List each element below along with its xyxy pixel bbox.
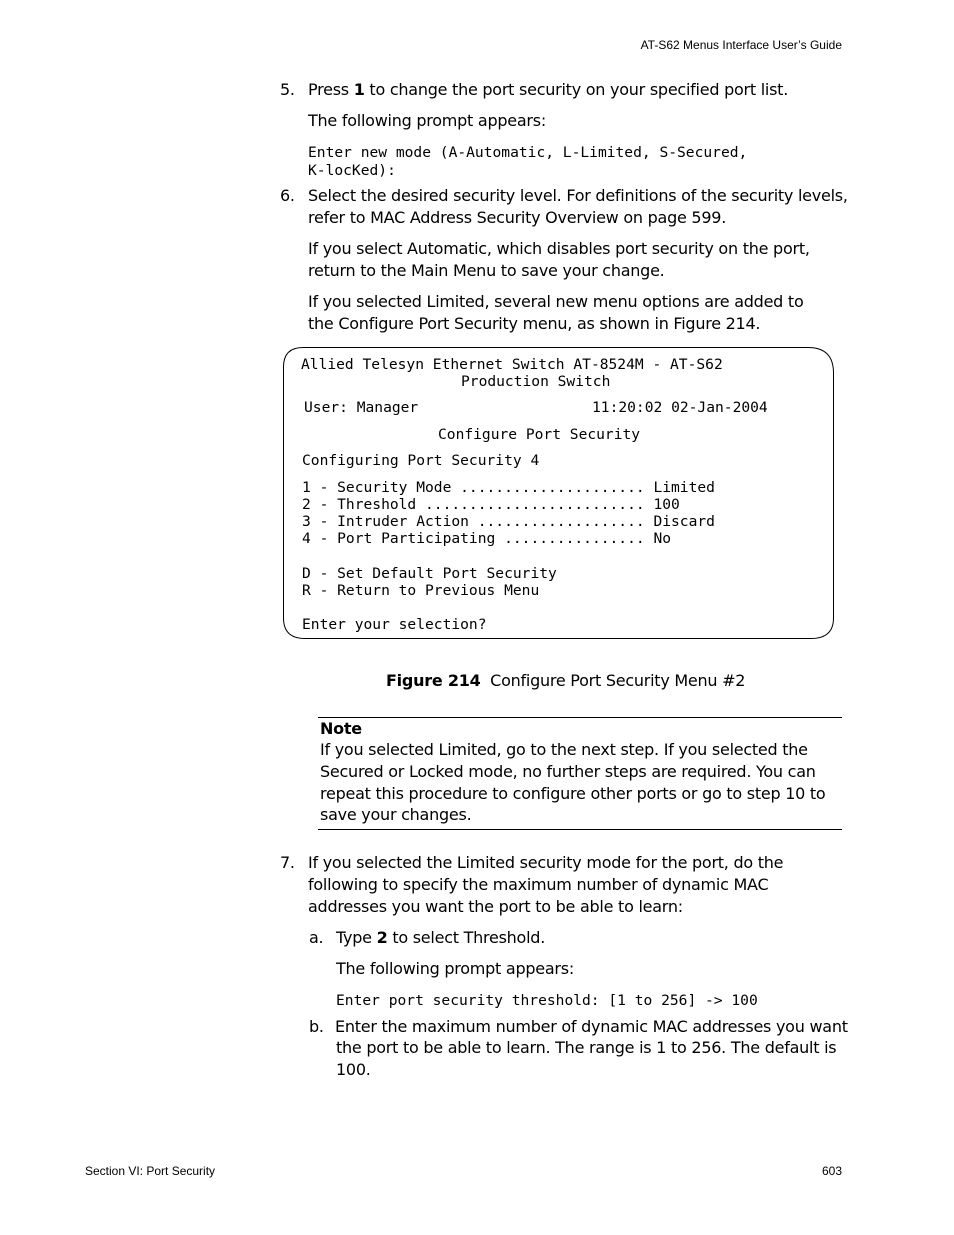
note-bottom-rule: [318, 829, 842, 830]
note-line-4: save your changes.: [320, 805, 472, 824]
step-7-line-3: addresses you want the port to be able to learn:: [308, 897, 683, 916]
step-7a-prompt-intro: The following prompt appears:: [336, 959, 574, 978]
step-6-line-2: refer to MAC Address Security Overview on page 599.: [308, 208, 727, 227]
step-5-code-line-2: K-locKed):: [308, 162, 396, 179]
figure-caption-text: Configure Port Security Menu #2: [490, 671, 746, 690]
step-5-number: 5.: [280, 80, 295, 99]
step-7b-line-2: the port to be able to learn. The range is 1 to 256. The default is: [336, 1038, 837, 1057]
terminal-user: User: Manager: [304, 399, 419, 416]
step-6-number: 6.: [280, 186, 295, 205]
note-line-3: repeat this procedure to configure other ports or go to step 10 to: [320, 784, 826, 803]
terminal-option-intruder-action[interactable]: 3 - Intruder Action ................... Discard: [302, 513, 715, 530]
step-5-prompt-intro: The following prompt appears:: [308, 111, 546, 130]
step-6-automatic-line-1: If you select Automatic, which disables port security on the port,: [308, 239, 810, 258]
terminal-title-line-2: Production Switch: [461, 373, 611, 390]
step-5-key: 1: [353, 80, 365, 99]
terminal-prompt[interactable]: Enter your selection?: [302, 616, 487, 633]
figure-label: Figure 214: [386, 671, 481, 690]
note-top-rule: [318, 717, 842, 718]
step-6-limited-line-1: If you selected Limited, several new menu options are added to: [308, 292, 804, 311]
terminal-title-line-1: Allied Telesyn Ethernet Switch AT-8524M - AT-S62: [301, 356, 723, 373]
step-7-line-1: If you selected the Limited security mode for the port, do the: [308, 853, 784, 872]
step-7b-line-1: Enter the maximum number of dynamic MAC addresses you want: [335, 1017, 848, 1036]
step-7-line-2: following to specify the maximum number of dynamic MAC: [308, 875, 769, 894]
step-6-limited-line-2: the Configure Port Security menu, as shown in Figure 214.: [308, 314, 761, 333]
step-7a-key: 2: [376, 928, 388, 947]
terminal-command-set-default[interactable]: D - Set Default Port Security: [302, 565, 557, 582]
step-7a-letter: a.: [309, 928, 324, 947]
terminal-option-threshold[interactable]: 2 - Threshold ......................... 100: [302, 496, 680, 513]
step-7a-code: Enter port security threshold: [1 to 256] -> 100: [336, 992, 758, 1009]
running-header: AT-S62 Menus Interface User’s Guide: [640, 38, 842, 52]
terminal-command-return[interactable]: R - Return to Previous Menu: [302, 582, 540, 599]
terminal-option-security-mode[interactable]: 1 - Security Mode ..................... Limited: [302, 479, 715, 496]
terminal-option-port-participating[interactable]: 4 - Port Participating ................ No: [302, 530, 672, 547]
step-6-automatic-line-2: return to the Main Menu to save your change.: [308, 261, 665, 280]
terminal-datetime: 11:20:02 02-Jan-2004: [592, 399, 768, 416]
figure-caption: [386, 670, 745, 692]
step-5-pre: Press: [308, 80, 354, 99]
note-line-2: Secured or Locked mode, no further steps are required. You can: [320, 762, 816, 781]
step-5-text: [308, 79, 788, 101]
step-7a-pre: Type: [336, 928, 377, 947]
note-line-1: If you selected Limited, go to the next step. If you selected the: [320, 740, 808, 759]
footer-section: Section VI: Port Security: [85, 1164, 216, 1178]
page-number: 603: [821, 1164, 842, 1178]
step-7b-letter: b.: [309, 1017, 324, 1036]
step-7b-line-3: 100.: [336, 1060, 371, 1079]
step-7a-text: [336, 927, 545, 949]
note-title: Note: [320, 719, 362, 738]
terminal-subtitle: Configuring Port Security 4: [302, 452, 540, 469]
step-6-line-1: Select the desired security level. For definitions of the security levels,: [308, 186, 848, 205]
step-5-code-line-1: Enter new mode (A-Automatic, L-Limited, S-Secured,: [308, 144, 748, 161]
terminal-menu-title: Configure Port Security: [438, 426, 641, 443]
step-7a-post: to select Threshold.: [387, 928, 546, 947]
terminal-screen: [283, 347, 834, 639]
step-7-number: 7.: [280, 853, 295, 872]
step-5-post: to change the port security on your specified port list.: [364, 80, 789, 99]
